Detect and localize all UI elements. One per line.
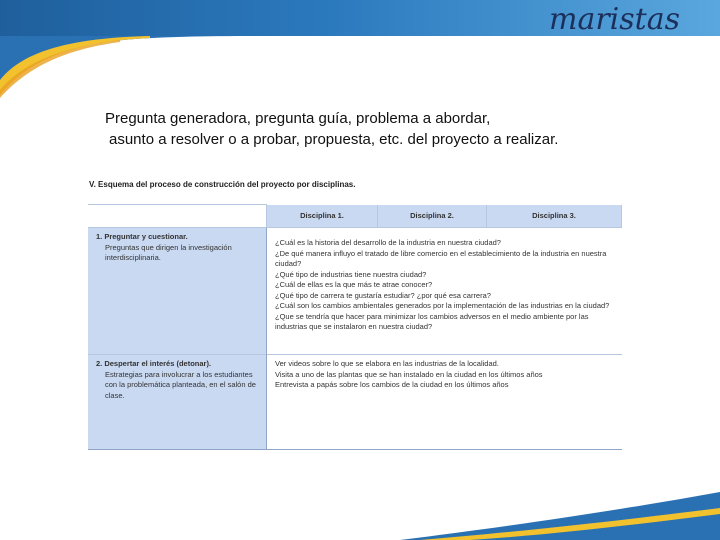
maristas-logo	[547, 2, 712, 36]
list-item: ¿Cuál es la historia del desarrollo de la industria en nuestra ciudad?	[275, 238, 501, 247]
discipline-table	[88, 204, 622, 450]
header-empty-cell	[88, 205, 267, 228]
list-item: Entrevista a papás sobre los cambios de la ciudad en los últimos años	[275, 380, 509, 389]
guiding-question-heading	[105, 108, 665, 150]
list-item: ¿Qué tipo de carrera te gustaría estudiar? ¿por qué esa carrera?	[275, 290, 491, 300]
row-description: Preguntas que dirigen la investigación interdisciplinaria.	[105, 242, 232, 262]
section-title: V. Esquema del proceso de construcción del proyecto por disciplinas.	[89, 180, 356, 189]
heading-line-1: Pregunta generadora, pregunta guía, problema a abordar,	[105, 110, 491, 127]
list-item: ¿Cuál de ellas es la que más te atrae conocer?	[275, 280, 433, 289]
list-item: ¿Que se tendría que hacer para minimizar los cambios adversos en el medio ambiente por las industrias que se instalaron en nuestra ciudad?	[275, 311, 589, 331]
table-header-row	[88, 205, 622, 228]
list-item: Ver videos sobre lo que se elabora en las industrias de la localidad.	[275, 359, 499, 368]
row-content-cell	[267, 355, 622, 450]
list-item: Visita a uno de las plantas que se han instalado en la ciudad en los últimos años	[275, 369, 543, 379]
row-label-cell	[88, 355, 267, 450]
list-item: ¿Qué tipo de industrias tiene nuestra ciudad?	[275, 269, 427, 279]
list-item: ¿De qué manera influyo el tratado de libre comercio en el establecimiento de la industria en nuestra ciudad?	[275, 248, 607, 268]
header-discipline-3: Disciplina 3.	[487, 205, 622, 228]
bottom-wave-decoration	[0, 480, 720, 540]
heading-line-2: asunto a resolver o a probar, propuesta, etc. del proyecto a realizar.	[109, 131, 559, 148]
row-heading: 1. Preguntar y cuestionar.	[96, 232, 188, 241]
row-label-cell	[88, 228, 267, 355]
logo-text: maristas	[549, 2, 681, 36]
row-content-cell	[267, 228, 622, 355]
header-discipline-2: Disciplina 2.	[378, 205, 487, 228]
list-item: ¿Cuál son los cambios ambientales generados por la implementación de las industrias en la ciudad?	[275, 301, 610, 310]
header-discipline-1: Disciplina 1.	[267, 205, 378, 228]
row-heading: 2. Despertar el interés (detonar).	[96, 359, 212, 368]
table-row	[88, 355, 622, 450]
table-row	[88, 228, 622, 355]
row-description: Estrategias para involucrar a los estudiantes con la problemática planteada, en el salón de clase.	[105, 369, 256, 400]
